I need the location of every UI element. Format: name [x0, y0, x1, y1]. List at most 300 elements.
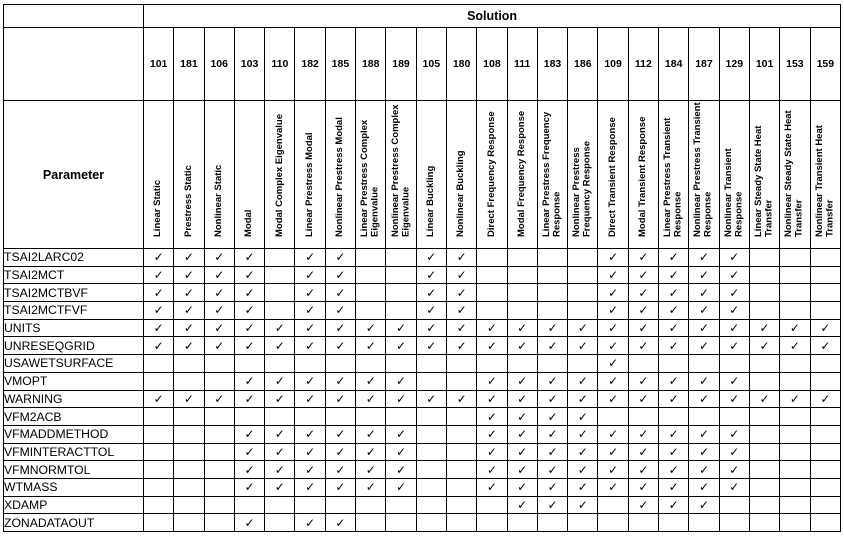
empty-cell [204, 478, 234, 496]
check-mark: ✓ [689, 443, 719, 461]
empty-cell [568, 302, 598, 320]
empty-cell [446, 408, 476, 426]
parameter-rows [4, 249, 841, 532]
empty-cell [204, 355, 234, 373]
check-mark: ✓ [386, 443, 416, 461]
empty-cell [325, 496, 355, 514]
check-mark: ✓ [598, 249, 628, 267]
solution-label-cell [234, 101, 264, 249]
empty-cell [810, 408, 841, 426]
check-mark: ✓ [356, 461, 386, 479]
parameter-row-USAWETSURFACE [4, 355, 841, 373]
check-mark: ✓ [719, 319, 749, 337]
solution-label: Linear Steady State Heat Transfer [753, 125, 775, 237]
empty-cell [659, 355, 689, 373]
parameter-row-TSAI2MCT [4, 266, 841, 284]
solution-number-185: 185 [325, 28, 355, 101]
empty-cell [537, 355, 567, 373]
empty-cell [295, 355, 325, 373]
empty-cell [174, 496, 204, 514]
empty-cell [810, 443, 841, 461]
check-mark: ✓ [174, 266, 204, 284]
parameter-row-TSAI2MCTFVF [4, 302, 841, 320]
check-mark: ✓ [628, 478, 658, 496]
check-mark: ✓ [446, 337, 476, 355]
check-mark: ✓ [659, 425, 689, 443]
check-mark: ✓ [659, 390, 689, 408]
empty-cell [386, 514, 416, 532]
check-mark: ✓ [174, 319, 204, 337]
empty-cell [144, 408, 174, 426]
check-mark: ✓ [265, 319, 295, 337]
check-mark: ✓ [537, 390, 567, 408]
solution-number-103: 103 [234, 28, 264, 101]
check-mark: ✓ [659, 443, 689, 461]
empty-cell [356, 496, 386, 514]
solution-label-cell [598, 101, 628, 249]
solution-number-106: 106 [204, 28, 234, 101]
empty-cell [356, 266, 386, 284]
check-mark: ✓ [144, 266, 174, 284]
check-mark: ✓ [204, 284, 234, 302]
check-mark: ✓ [568, 496, 598, 514]
check-mark: ✓ [295, 266, 325, 284]
check-mark: ✓ [719, 425, 749, 443]
empty-cell [537, 266, 567, 284]
check-mark: ✓ [295, 443, 325, 461]
empty-cell [416, 425, 446, 443]
empty-cell [416, 443, 446, 461]
empty-cell [749, 284, 779, 302]
solution-label-cell [386, 101, 416, 249]
check-mark: ✓ [174, 390, 204, 408]
empty-cell [265, 496, 295, 514]
check-mark: ✓ [659, 302, 689, 320]
check-mark: ✓ [174, 284, 204, 302]
empty-cell [749, 443, 779, 461]
check-mark: ✓ [507, 496, 537, 514]
check-mark: ✓ [628, 266, 658, 284]
check-mark: ✓ [719, 390, 749, 408]
check-mark: ✓ [234, 302, 264, 320]
check-mark: ✓ [325, 319, 355, 337]
solution-label: Nonlinear Prestress Frequency Response [571, 140, 593, 237]
empty-cell [719, 496, 749, 514]
empty-cell [446, 443, 476, 461]
solution-number-110: 110 [265, 28, 295, 101]
check-mark: ✓ [144, 249, 174, 267]
check-mark: ✓ [749, 319, 779, 337]
empty-cell [325, 408, 355, 426]
empty-cell [598, 496, 628, 514]
check-mark: ✓ [386, 461, 416, 479]
check-mark: ✓ [295, 284, 325, 302]
check-mark: ✓ [507, 478, 537, 496]
check-mark: ✓ [628, 319, 658, 337]
solution-header: Solution [144, 5, 841, 28]
solution-label-cell [477, 101, 507, 249]
parameter-name: VFMADDMETHOD [4, 425, 144, 443]
check-mark: ✓ [810, 337, 841, 355]
check-mark: ✓ [598, 266, 628, 284]
empty-cell [416, 408, 446, 426]
check-mark: ✓ [628, 496, 658, 514]
check-mark: ✓ [234, 266, 264, 284]
check-mark: ✓ [204, 319, 234, 337]
check-mark: ✓ [507, 390, 537, 408]
empty-cell [265, 355, 295, 373]
empty-cell [477, 496, 507, 514]
solution-label: Modal Complex Eigenvalue [273, 114, 285, 237]
empty-cell [780, 249, 810, 267]
empty-cell [386, 496, 416, 514]
empty-cell [174, 425, 204, 443]
empty-cell [295, 408, 325, 426]
check-mark: ✓ [446, 284, 476, 302]
solution-label-cell [810, 101, 841, 249]
empty-cell [537, 514, 567, 532]
solution-number-108: 108 [477, 28, 507, 101]
check-mark: ✓ [265, 390, 295, 408]
check-mark: ✓ [719, 302, 749, 320]
empty-cell [204, 425, 234, 443]
empty-cell [356, 408, 386, 426]
empty-cell [477, 284, 507, 302]
parameter-name: VFM2ACB [4, 408, 144, 426]
empty-cell [780, 355, 810, 373]
solution-number-112: 112 [628, 28, 658, 101]
empty-cell [568, 284, 598, 302]
empty-cell [416, 461, 446, 479]
solution-label-cell [719, 101, 749, 249]
empty-cell [749, 425, 779, 443]
check-mark: ✓ [659, 249, 689, 267]
check-mark: ✓ [659, 284, 689, 302]
check-mark: ✓ [234, 372, 264, 390]
check-mark: ✓ [689, 425, 719, 443]
check-mark: ✓ [386, 319, 416, 337]
solution-number-187: 187 [689, 28, 719, 101]
check-mark: ✓ [507, 443, 537, 461]
solution-parameter-matrix [3, 4, 841, 532]
empty-cell [749, 461, 779, 479]
check-mark: ✓ [537, 478, 567, 496]
check-mark: ✓ [719, 478, 749, 496]
check-mark: ✓ [507, 372, 537, 390]
solution-number-111: 111 [507, 28, 537, 101]
check-mark: ✓ [719, 284, 749, 302]
empty-cell [234, 496, 264, 514]
check-mark: ✓ [416, 266, 446, 284]
solution-number-184: 184 [659, 28, 689, 101]
check-mark: ✓ [204, 337, 234, 355]
solution-label-cell [265, 101, 295, 249]
check-mark: ✓ [295, 390, 325, 408]
empty-cell [659, 514, 689, 532]
check-mark: ✓ [537, 496, 567, 514]
solution-label-cell [780, 101, 810, 249]
solution-label-cell [507, 101, 537, 249]
solution-label: Linear Prestress Complex Eigenvalue [359, 119, 381, 237]
empty-cell [780, 425, 810, 443]
check-mark: ✓ [537, 372, 567, 390]
empty-cell [174, 514, 204, 532]
empty-cell [507, 284, 537, 302]
check-mark: ✓ [689, 249, 719, 267]
check-mark: ✓ [689, 319, 719, 337]
solution-label: Direct Transient Response [606, 117, 618, 237]
check-mark: ✓ [174, 337, 204, 355]
check-mark: ✓ [204, 266, 234, 284]
empty-cell [204, 443, 234, 461]
check-mark: ✓ [568, 425, 598, 443]
empty-cell [204, 461, 234, 479]
empty-cell [689, 408, 719, 426]
check-mark: ✓ [416, 319, 446, 337]
check-mark: ✓ [568, 408, 598, 426]
empty-cell [568, 355, 598, 373]
solution-number-180: 180 [446, 28, 476, 101]
empty-cell [780, 478, 810, 496]
parameter-row-TSAI2LARC02 [4, 249, 841, 267]
check-mark: ✓ [265, 425, 295, 443]
empty-cell [386, 284, 416, 302]
solution-number-101: 101 [749, 28, 779, 101]
check-mark: ✓ [234, 284, 264, 302]
check-mark: ✓ [234, 249, 264, 267]
empty-cell [749, 355, 779, 373]
check-mark: ✓ [477, 372, 507, 390]
empty-cell [295, 496, 325, 514]
check-mark: ✓ [356, 337, 386, 355]
check-mark: ✓ [234, 390, 264, 408]
check-mark: ✓ [325, 302, 355, 320]
empty-cell [386, 408, 416, 426]
empty-cell [719, 355, 749, 373]
solution-label-cell [144, 101, 174, 249]
check-mark: ✓ [416, 337, 446, 355]
empty-cell [386, 355, 416, 373]
solution-label-cell [174, 101, 204, 249]
check-mark: ✓ [204, 390, 234, 408]
empty-cell [174, 408, 204, 426]
empty-cell [537, 284, 567, 302]
check-mark: ✓ [628, 425, 658, 443]
parameter-name: TSAI2MCTFVF [4, 302, 144, 320]
solution-label: Prestress Static [182, 165, 194, 237]
empty-cell [780, 514, 810, 532]
empty-cell [144, 355, 174, 373]
empty-cell [810, 355, 841, 373]
empty-cell [507, 266, 537, 284]
solution-number-182: 182 [295, 28, 325, 101]
check-mark: ✓ [295, 249, 325, 267]
solution-label: Nonlinear Prestress Modal [334, 117, 346, 237]
empty-cell [446, 478, 476, 496]
solution-label: Linear Prestress Modal [303, 132, 315, 237]
empty-cell [689, 514, 719, 532]
solution-number-105: 105 [416, 28, 446, 101]
empty-cell [356, 302, 386, 320]
empty-cell [386, 302, 416, 320]
check-mark: ✓ [174, 302, 204, 320]
solution-number-189: 189 [386, 28, 416, 101]
empty-cell [204, 408, 234, 426]
empty-cell [780, 302, 810, 320]
empty-cell [749, 266, 779, 284]
check-mark: ✓ [295, 319, 325, 337]
empty-cell [477, 355, 507, 373]
solution-label-cell [295, 101, 325, 249]
check-mark: ✓ [265, 443, 295, 461]
parameter-row-TSAI2MCTBVF [4, 284, 841, 302]
check-mark: ✓ [507, 337, 537, 355]
solution-label: Modal Frequency Response [515, 110, 527, 237]
check-mark: ✓ [507, 425, 537, 443]
empty-cell [416, 478, 446, 496]
empty-cell [749, 408, 779, 426]
check-mark: ✓ [234, 478, 264, 496]
empty-cell [749, 372, 779, 390]
solution-number-181: 181 [174, 28, 204, 101]
solution-label-row [4, 101, 841, 249]
empty-cell [810, 496, 841, 514]
check-mark: ✓ [295, 302, 325, 320]
empty-cell [446, 425, 476, 443]
check-mark: ✓ [598, 355, 628, 373]
check-mark: ✓ [628, 390, 658, 408]
solution-label: Modal [243, 209, 255, 237]
check-mark: ✓ [689, 266, 719, 284]
empty-cell [446, 514, 476, 532]
solution-label: Linear Static [152, 179, 164, 237]
empty-cell [810, 372, 841, 390]
check-mark: ✓ [689, 372, 719, 390]
parameter-header: Parameter [4, 101, 144, 249]
check-mark: ✓ [568, 461, 598, 479]
check-mark: ✓ [356, 478, 386, 496]
empty-cell [810, 478, 841, 496]
empty-cell [265, 408, 295, 426]
check-mark: ✓ [356, 425, 386, 443]
check-mark: ✓ [507, 408, 537, 426]
parameter-name: UNITS [4, 319, 144, 337]
solution-title-row [4, 5, 841, 28]
empty-cell [144, 443, 174, 461]
empty-cell [719, 408, 749, 426]
check-mark: ✓ [537, 319, 567, 337]
parameter-name: WARNING [4, 390, 144, 408]
empty-cell [749, 496, 779, 514]
check-mark: ✓ [234, 337, 264, 355]
empty-cell [780, 496, 810, 514]
empty-cell [780, 284, 810, 302]
check-mark: ✓ [810, 390, 841, 408]
empty-cell [446, 372, 476, 390]
check-mark: ✓ [537, 461, 567, 479]
solution-number-101: 101 [144, 28, 174, 101]
empty-cell [598, 408, 628, 426]
check-mark: ✓ [386, 478, 416, 496]
parameter-name: TSAI2MCTBVF [4, 284, 144, 302]
check-mark: ✓ [780, 319, 810, 337]
solution-label-cell [537, 101, 567, 249]
solution-label: Nonlinear Static [212, 164, 224, 237]
parameter-name: TSAI2LARC02 [4, 249, 144, 267]
check-mark: ✓ [386, 425, 416, 443]
solution-number-129: 129 [719, 28, 749, 101]
check-mark: ✓ [749, 390, 779, 408]
check-mark: ✓ [234, 461, 264, 479]
parameter-row-WTMASS [4, 478, 841, 496]
empty-cell [780, 461, 810, 479]
empty-cell [749, 514, 779, 532]
empty-cell [265, 284, 295, 302]
solution-label: Direct Frequency Response [485, 111, 497, 237]
check-mark: ✓ [446, 390, 476, 408]
check-mark: ✓ [234, 514, 264, 532]
check-mark: ✓ [659, 319, 689, 337]
top-left-spacer [4, 5, 144, 28]
check-mark: ✓ [598, 284, 628, 302]
check-mark: ✓ [568, 319, 598, 337]
solution-label-cell [659, 101, 689, 249]
check-mark: ✓ [477, 408, 507, 426]
check-mark: ✓ [477, 461, 507, 479]
check-mark: ✓ [295, 337, 325, 355]
check-mark: ✓ [265, 478, 295, 496]
solution-number-109: 109 [598, 28, 628, 101]
empty-cell [477, 266, 507, 284]
check-mark: ✓ [628, 302, 658, 320]
check-mark: ✓ [568, 337, 598, 355]
check-mark: ✓ [598, 337, 628, 355]
empty-cell [719, 514, 749, 532]
check-mark: ✓ [659, 372, 689, 390]
check-mark: ✓ [477, 443, 507, 461]
solution-label-cell [204, 101, 234, 249]
solution-number-186: 186 [568, 28, 598, 101]
check-mark: ✓ [477, 425, 507, 443]
empty-cell [204, 372, 234, 390]
check-mark: ✓ [598, 461, 628, 479]
check-mark: ✓ [780, 337, 810, 355]
check-mark: ✓ [568, 478, 598, 496]
check-mark: ✓ [659, 461, 689, 479]
check-mark: ✓ [416, 390, 446, 408]
check-mark: ✓ [295, 372, 325, 390]
empty-cell [659, 408, 689, 426]
empty-cell [265, 302, 295, 320]
check-mark: ✓ [628, 461, 658, 479]
empty-cell [628, 355, 658, 373]
check-mark: ✓ [174, 249, 204, 267]
check-mark: ✓ [325, 266, 355, 284]
parameter-row-WARNING [4, 390, 841, 408]
check-mark: ✓ [446, 302, 476, 320]
empty-cell [144, 425, 174, 443]
solution-label: Linear Buckling [425, 165, 437, 237]
check-mark: ✓ [234, 319, 264, 337]
check-mark: ✓ [689, 302, 719, 320]
check-mark: ✓ [265, 372, 295, 390]
empty-cell [144, 514, 174, 532]
empty-cell [507, 514, 537, 532]
empty-cell [174, 461, 204, 479]
solution-label-cell [568, 101, 598, 249]
check-mark: ✓ [507, 319, 537, 337]
check-mark: ✓ [537, 425, 567, 443]
